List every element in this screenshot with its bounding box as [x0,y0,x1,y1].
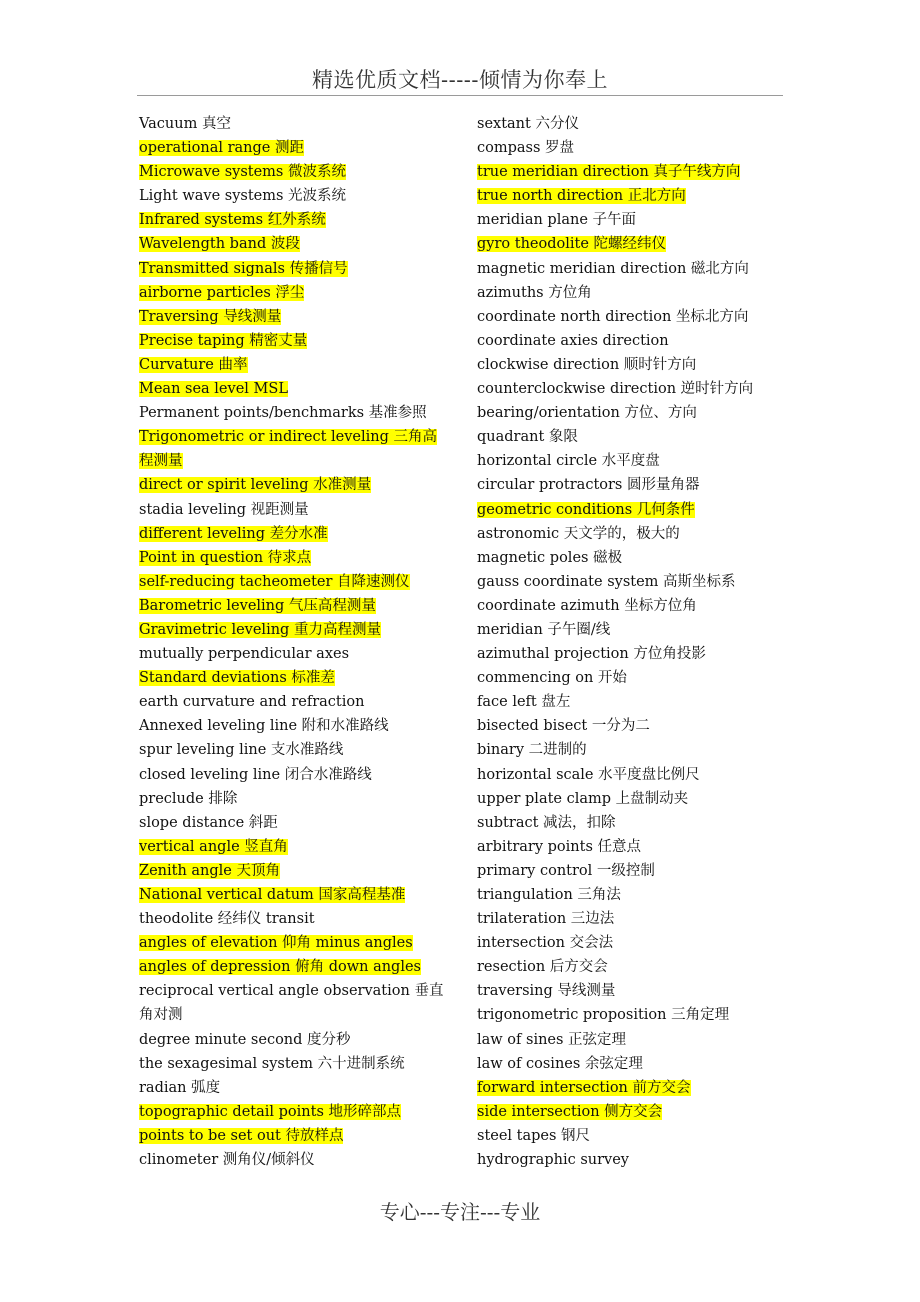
vocabulary-entry [139,1052,444,1076]
vocabulary-entry [139,1076,444,1100]
term-text: magnetic meridian direction 磁北方向 [477,260,749,277]
term-text: binary 二进制的 [477,742,587,759]
vocabulary-entry [139,690,444,714]
vocabulary-entry [139,353,444,377]
vocabulary-entry [139,931,444,955]
vocabulary-entry [477,401,777,425]
term-text: steel tapes 钢尺 [477,1127,591,1144]
vocabulary-entry [139,473,444,497]
term-text: hydrographic survey [477,1152,629,1169]
vocabulary-entry [477,787,777,811]
vocabulary-entry [477,618,777,642]
highlighted-term-text: true meridian direction 真子午线方向 [477,164,741,181]
vocabulary-entry [477,714,777,738]
highlighted-term-text: geometric conditions 几何条件 [477,501,695,518]
term-text: the sexagesimal system 六十进制系统 [139,1055,405,1072]
vocabulary-entry [139,811,444,835]
vocabulary-entry [477,738,777,762]
highlighted-term-text: airborne particles 浮尘 [139,284,305,301]
vocabulary-entry [477,594,777,618]
vocabulary-entry [139,377,444,401]
term-text: commencing on 开始 [477,670,627,687]
term-text: Light wave systems 光波系统 [139,188,347,205]
term-text: intersection 交会法 [477,935,614,952]
vocabulary-entry [477,1148,777,1172]
term-text: trilateration 三边法 [477,911,615,928]
vocabulary-entry [139,184,444,208]
term-text: sextant 六分仪 [477,116,579,132]
vocabulary-entry [477,642,777,666]
highlighted-term-text: gyro theodolite 陀螺经纬仪 [477,236,667,253]
vocabulary-entry [477,208,777,232]
term-text: stadia leveling 视距测量 [139,501,309,518]
vocabulary-entry [139,1148,444,1172]
highlighted-term-text: Gravimetric leveling 重力高程测量 [139,621,381,638]
highlighted-term-text: Microwave systems 微波系统 [139,164,346,181]
term-text: preclude 排除 [139,790,238,807]
vocabulary-entry [139,787,444,811]
right-vocabulary-column [477,112,777,1172]
vocabulary-entry [139,305,444,329]
vocabulary-entry [139,208,444,232]
highlighted-term-text: self-reducing tacheometer 自降速测仪 [139,573,410,590]
vocabulary-entry [477,811,777,835]
term-text: primary control 一级控制 [477,862,655,879]
vocabulary-entry [139,136,444,160]
highlighted-term-text: Curvature 曲率 [139,356,248,373]
term-text: coordinate azimuth 坐标方位角 [477,597,697,614]
vocabulary-entry [139,281,444,305]
term-text: face left 盘左 [477,694,571,711]
term-text: arbitrary points 任意点 [477,838,641,855]
vocabulary-entry [139,498,444,522]
vocabulary-entry [477,666,777,690]
highlighted-term-text: Point in question 待求点 [139,549,312,566]
highlighted-term-text: Mean sea level MSL [139,381,288,398]
term-text: bearing/orientation 方位、方向 [477,405,697,422]
vocabulary-entry [477,690,777,714]
vocabulary-entry [477,329,777,353]
term-text: reciprocal vertical angle observation 垂直角对测 [139,983,444,1024]
term-text: coordinate axies direction [477,332,669,349]
term-text: radian 弧度 [139,1079,221,1096]
vocabulary-entry [477,1003,777,1027]
term-text: compass 罗盘 [477,140,575,157]
left-vocabulary-column [139,112,444,1172]
vocabulary-entry [477,1076,777,1100]
term-text: meridian plane 子午面 [477,212,637,229]
vocabulary-entry [139,859,444,883]
vocabulary-entry [139,835,444,859]
highlighted-term-text: operational range 测距 [139,140,304,157]
vocabulary-entry [477,835,777,859]
highlighted-term-text: Trigonometric or indirect leveling 三角高程测量 [139,429,438,470]
vocabulary-entry [477,883,777,907]
vocabulary-entry [139,546,444,570]
highlighted-term-text: angles of depression 俯角 down angles [139,959,421,976]
vocabulary-entry [139,594,444,618]
highlighted-term-text: topographic detail points 地形碎部点 [139,1103,401,1120]
vocabulary-entry [139,666,444,690]
vocabulary-entry [477,136,777,160]
vocabulary-entry [139,425,444,473]
term-text: Vacuum 真空 [139,116,231,132]
vocabulary-entry [139,763,444,787]
vocabulary-entry [139,979,444,1027]
vocabulary-entry [477,763,777,787]
term-text: spur leveling line 支水准路线 [139,742,344,759]
term-text: magnetic poles 磁极 [477,549,623,566]
vocabulary-entry [477,859,777,883]
term-text: triangulation 三角法 [477,887,621,903]
term-text: astronomic 天文学的，极大的 [477,525,680,542]
vocabulary-entry [139,232,444,256]
term-text: Permanent points/benchmarks 基准参照 [139,405,427,422]
vocabulary-entry [139,738,444,762]
vocabulary-entry [477,522,777,546]
vocabulary-entry [477,184,777,208]
vocabulary-entry [139,1124,444,1148]
term-text: azimuths 方位角 [477,284,592,301]
term-text: Annexed leveling line 附和水准路线 [139,718,389,735]
term-text: trigonometric proposition 三角定理 [477,1007,730,1024]
vocabulary-entry [477,425,777,449]
term-text: horizontal scale 水平度盘比例尺 [477,766,700,783]
highlighted-term-text: National vertical datum 国家高程基准 [139,887,406,903]
vocabulary-entry [477,377,777,401]
term-text: meridian 子午圈/线 [477,621,611,638]
term-text: degree minute second 度分秒 [139,1031,351,1048]
term-text: azimuthal projection 方位角投影 [477,646,706,663]
highlighted-term-text: vertical angle 竖直角 [139,838,288,855]
vocabulary-entry [139,112,444,136]
vocabulary-entry [477,353,777,377]
term-text: clinometer 测角仪/倾斜仪 [139,1152,315,1169]
highlighted-term-text: Traversing 导线测量 [139,308,282,325]
vocabulary-entry [477,305,777,329]
term-text: traversing 导线测量 [477,983,616,1000]
highlighted-term-text: Zenith angle 天顶角 [139,862,280,879]
term-text: mutually perpendicular axes [139,646,350,663]
vocabulary-entry [477,473,777,497]
page-footer-text: 专心---专注---专业 [379,1200,541,1224]
vocabulary-entry [477,1100,777,1124]
vocabulary-entry [139,329,444,353]
term-text: slope distance 斜距 [139,814,278,831]
vocabulary-entry [477,232,777,256]
vocabulary-entry [139,1028,444,1052]
term-text: gauss coordinate system 高斯坐标系 [477,573,736,590]
vocabulary-entry [477,449,777,473]
vocabulary-entry [477,1028,777,1052]
highlighted-term-text: Standard deviations 标准差 [139,670,335,687]
vocabulary-entry [477,570,777,594]
highlighted-term-text: different leveling 差分水准 [139,525,328,542]
term-text: horizontal circle 水平度盘 [477,453,660,470]
vocabulary-entry [477,1124,777,1148]
vocabulary-entry [139,257,444,281]
vocabulary-entry [139,618,444,642]
highlighted-term-text: Barometric leveling 气压高程测量 [139,597,376,614]
highlighted-term-text: Precise taping 精密丈量 [139,332,308,349]
vocabulary-entry [139,401,444,425]
term-text: bisected bisect 一分为二 [477,718,650,735]
term-text: theodolite 经纬仪 transit [139,911,315,928]
vocabulary-entry [477,112,777,136]
vocabulary-entry [477,1052,777,1076]
highlighted-term-text: points to be set out 待放样点 [139,1127,344,1144]
term-text: upper plate clamp 上盘制动夹 [477,790,689,807]
vocabulary-entry [477,955,777,979]
term-text: earth curvature and refraction [139,694,365,711]
highlighted-term-text: Infrared systems 红外系统 [139,212,326,229]
vocabulary-entry [477,907,777,931]
vocabulary-entry [477,979,777,1003]
term-text: closed leveling line 闭合水准路线 [139,766,372,783]
vocabulary-entry [139,160,444,184]
highlighted-term-text: Wavelength band 波段 [139,236,300,253]
page-header-title: 精选优质文档-----倾情为你奉上 [312,68,608,92]
vocabulary-entry [139,642,444,666]
term-text: law of cosines 余弦定理 [477,1055,643,1072]
term-text: quadrant 象限 [477,429,578,446]
highlighted-term-text: direct or spirit leveling 水准测量 [139,477,372,494]
vocabulary-entry [477,498,777,522]
term-text: resection 后方交会 [477,959,608,976]
vocabulary-entry [139,714,444,738]
vocabulary-entry [477,160,777,184]
term-text: law of sines 正弦定理 [477,1031,627,1048]
term-text: clockwise direction 顺时针方向 [477,356,697,373]
highlighted-term-text: forward intersection 前方交会 [477,1079,691,1096]
term-text: subtract 减法，扣除 [477,814,616,831]
highlighted-term-text: angles of elevation 仰角 minus angles [139,935,413,952]
highlighted-term-text: side intersection 侧方交会 [477,1103,663,1120]
vocabulary-entry [477,257,777,281]
header-divider [137,95,783,96]
vocabulary-entry [139,907,444,931]
term-text: coordinate north direction 坐标北方向 [477,308,749,325]
term-text: circular protractors 圆形量角器 [477,477,700,494]
vocabulary-entry [139,570,444,594]
highlighted-term-text: Transmitted signals 传播信号 [139,260,348,277]
highlighted-term-text: true north direction 正北方向 [477,188,686,205]
term-text: counterclockwise direction 逆时针方向 [477,381,754,398]
vocabulary-entry [139,1100,444,1124]
vocabulary-entry [139,522,444,546]
vocabulary-entry [139,955,444,979]
vocabulary-entry [477,546,777,570]
vocabulary-entry [139,883,444,907]
vocabulary-entry [477,931,777,955]
vocabulary-entry [477,281,777,305]
